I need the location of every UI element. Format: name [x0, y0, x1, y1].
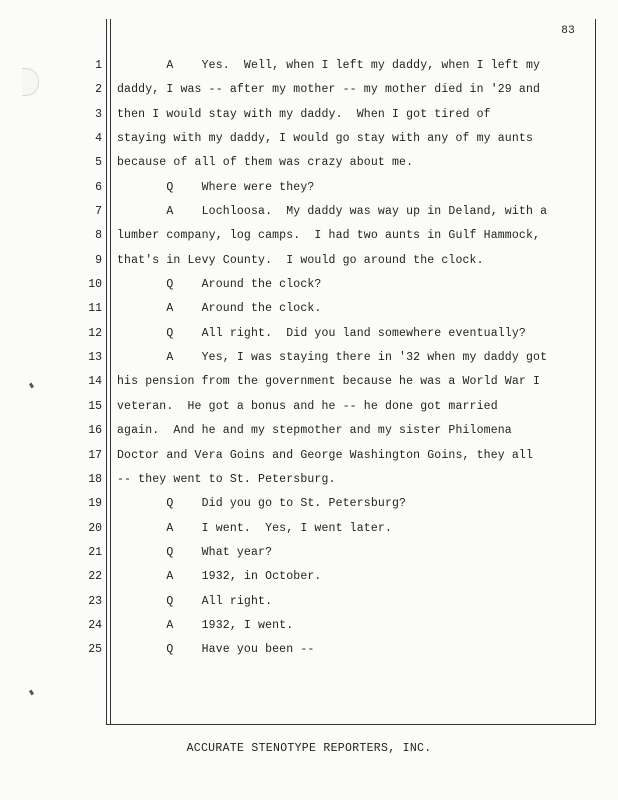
transcript-line [0, 59, 618, 83]
line-number: 5 [95, 156, 102, 170]
transcript-line [0, 619, 618, 643]
line-text: veteran. He got a bonus and he -- he done got married [117, 399, 498, 413]
transcript-body [0, 59, 618, 668]
transcript-line [0, 375, 618, 399]
line-number: 16 [88, 424, 102, 438]
line-number: 19 [88, 497, 102, 511]
line-text: lumber company, log camps. I had two aunts in Gulf Hammock, [117, 229, 541, 243]
line-number: 10 [88, 278, 102, 292]
line-text: A Yes. Well, when I left my daddy, when I left my [117, 59, 541, 72]
line-number: 3 [95, 107, 102, 121]
line-text: A 1932, in October. [117, 570, 322, 584]
transcript-line [0, 302, 618, 326]
line-text: A 1932, I went. [117, 618, 294, 632]
line-text: A Around the clock. [117, 302, 322, 316]
transcript-line [0, 83, 618, 107]
line-text: staying with my daddy, I would go stay with any of my aunts [117, 132, 534, 146]
transcript-line [0, 473, 618, 497]
line-number: 24 [88, 618, 102, 632]
line-number: 23 [88, 594, 102, 608]
line-text: Q All right. Did you land somewhere eventually? [117, 326, 526, 340]
line-number: 13 [88, 351, 102, 365]
line-number: 12 [88, 326, 102, 340]
transcript-line [0, 595, 618, 619]
transcript-line [0, 400, 618, 424]
scan-speck-bottom [29, 690, 34, 696]
line-text: that's in Levy County. I would go around the clock. [117, 253, 484, 267]
line-number: 15 [88, 399, 102, 413]
line-number: 8 [95, 229, 102, 243]
transcript-line [0, 497, 618, 521]
line-text: Q Around the clock? [117, 278, 322, 292]
line-number: 25 [88, 643, 102, 657]
line-number: 20 [88, 521, 102, 535]
transcript-line [0, 570, 618, 594]
transcript-line [0, 108, 618, 132]
transcript-line [0, 327, 618, 351]
line-text: his pension from the government because he was a World War I [117, 375, 541, 389]
line-number: 14 [88, 375, 102, 389]
transcript-line [0, 351, 618, 375]
line-text: again. And he and my stepmother and my sister Philomena [117, 424, 512, 438]
line-number: 6 [95, 180, 102, 194]
transcript-line [0, 181, 618, 205]
line-text: then I would stay with my daddy. When I got tired of [117, 107, 491, 121]
line-number: 2 [95, 83, 102, 97]
line-text: Q Where were they? [117, 180, 315, 194]
transcript-line [0, 205, 618, 229]
line-text: A Yes, I was staying there in '32 when my daddy got [117, 351, 548, 365]
transcript-line [0, 424, 618, 448]
transcript-line [0, 254, 618, 278]
transcript-line [0, 229, 618, 253]
line-text: Q Have you been -- [117, 643, 315, 657]
transcript-line [0, 643, 618, 667]
line-text: -- they went to St. Petersburg. [117, 472, 336, 486]
line-text: Doctor and Vera Goins and George Washington Goins, they all [117, 448, 534, 462]
reporter-footer: ACCURATE STENOTYPE REPORTERS, INC. [186, 742, 432, 755]
line-number: 18 [88, 472, 102, 486]
line-text: A I went. Yes, I went later. [117, 521, 392, 535]
line-number: 7 [95, 205, 102, 219]
transcript-line [0, 156, 618, 180]
line-number: 22 [88, 570, 102, 584]
transcript-line [0, 449, 618, 473]
line-number: 1 [95, 59, 102, 72]
line-text: Q Did you go to St. Petersburg? [117, 497, 407, 511]
page-number: 83 [561, 25, 575, 37]
line-text: daddy, I was -- after my mother -- my mother died in '29 and [117, 83, 541, 97]
line-number: 4 [95, 132, 102, 146]
line-text: A Lochloosa. My daddy was way up in Deland, with a [117, 205, 548, 219]
line-number: 21 [88, 545, 102, 559]
line-number: 11 [88, 302, 102, 316]
line-number: 9 [95, 253, 102, 267]
line-text: Q What year? [117, 545, 273, 559]
line-text: because of all of them was crazy about me. [117, 156, 414, 170]
transcript-line [0, 132, 618, 156]
line-text: Q All right. [117, 594, 273, 608]
line-number: 17 [88, 448, 102, 462]
transcript-line [0, 546, 618, 570]
transcript-line [0, 278, 618, 302]
transcript-line [0, 522, 618, 546]
